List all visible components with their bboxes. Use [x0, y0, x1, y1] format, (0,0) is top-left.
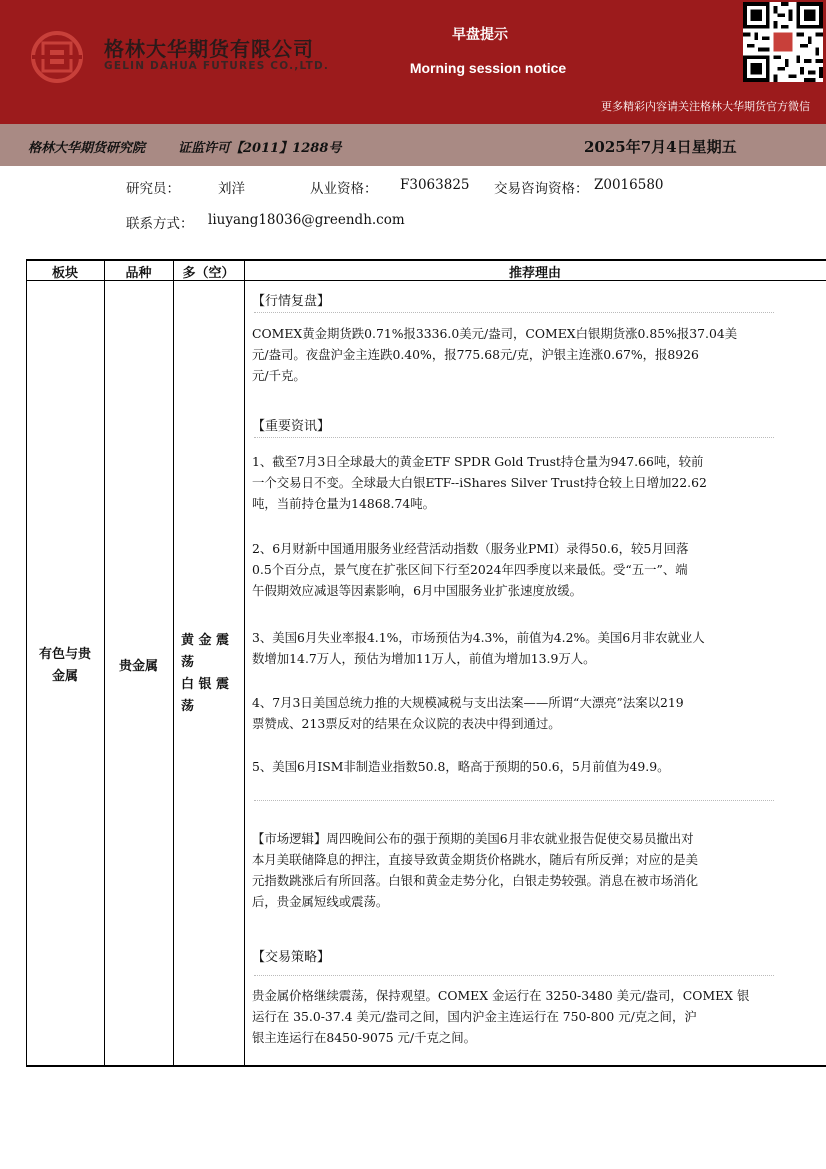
text-line: 一个交易日不变。全球最大白银ETF--iShares Silver Trust持仓较上日增加22.62: [252, 475, 707, 490]
license-number: 证监许可【2011】1288号: [178, 141, 342, 156]
paragraph-news-5: [252, 756, 775, 777]
text-line: 票赞成、213票反对的结果在众议院的表决中得到通过。: [252, 716, 561, 731]
text-line: 运行在 35.0-37.4 美元/盎司之间，国内沪金主连运行在 750-800 元/克之间，沪: [252, 1009, 697, 1024]
dotted-separator: [254, 975, 774, 976]
paragraph-news-3: [252, 627, 775, 669]
researcher-name: 刘洋: [218, 181, 245, 197]
report-title-en: Morning session notice: [409, 60, 567, 76]
company-logo-icon: [30, 30, 84, 84]
text-line: 5、美国6月ISM非制造业指数50.8，略高于预期的50.6，5月前值为49.9。: [252, 759, 670, 774]
consult-number: Z0016580: [594, 177, 664, 193]
contact-label: 联系方式：: [126, 216, 194, 232]
table-bottom-border: [26, 1065, 826, 1067]
section-title-key-news: 【重要资讯】: [252, 419, 331, 434]
wechat-qr-code-icon: [743, 2, 823, 82]
direction-cell: [173, 630, 244, 718]
text-line: 午假期效应减退等因素影响，6月中国服务业扩张速度放缓。: [252, 583, 583, 598]
section-title-trading-strategy: 【交易策略】: [252, 950, 331, 965]
header-reason: 推荐理由: [508, 266, 561, 281]
table-top-border: [26, 259, 826, 261]
header-variety: 品种: [125, 266, 152, 281]
section-title-market-review: 【行情复盘】: [252, 294, 331, 309]
dotted-separator: [254, 437, 774, 438]
direction-line: 白 银 震: [181, 677, 230, 692]
sector-line: 金属: [51, 669, 78, 684]
header-direction: 多（空）: [182, 266, 235, 281]
wechat-follow-note: 更多精彩内容请关注格林大华期货官方微信: [601, 100, 810, 113]
text-line: 3、美国6月失业率报4.1%，市场预估为4.3%，前值为4.2%。美国6月非农就业人: [252, 630, 705, 645]
text-line: 1、截至7月3日全球最大的黄金ETF SPDR Gold Trust持仓量为947.66吨，较前: [252, 454, 704, 469]
paragraph-market-logic: [252, 828, 775, 912]
contact-email[interactable]: liuyang18036@greendh.com: [208, 212, 405, 228]
dotted-separator: [254, 312, 774, 313]
sector-cell: [26, 644, 104, 688]
variety-cell: 贵金属: [118, 659, 158, 674]
report-title-cn: 早盘提示: [452, 27, 508, 43]
table-column-divider: [244, 259, 245, 1066]
text-line: 元/盎司。夜盘沪金主连跌0.40%，报775.68元/克，沪银主连涨0.67%，报8926: [252, 347, 699, 362]
text-line: 银主连运行在8450-9075 元/千克之间。: [252, 1030, 477, 1045]
text-line: 吨，当前持仓量为14868.74吨。: [252, 496, 436, 511]
researcher-label: 研究员：: [126, 181, 180, 197]
text-line: 2、6月财新中国通用服务业经营活动指数（服务业PMI）录得50.6，较5月回落: [252, 541, 689, 556]
paragraph-news-4: [252, 692, 775, 734]
dotted-separator: [254, 800, 774, 801]
text-line: 数增加14.7万人，预估为增加11万人，前值为增加13.9万人。: [252, 651, 596, 666]
report-date: 2025年7月4日星期五: [584, 138, 737, 156]
text-line: 元指数跳涨后有所回落。白银和黄金走势分化，白银走势较强。消息在被市场消化: [252, 873, 699, 888]
direction-line: 荡: [181, 699, 195, 714]
company-name-cn: 格林大华期货有限公司: [104, 37, 314, 61]
text-line: 元/千克。: [252, 368, 306, 383]
text-line: 后，贵金属短线或震荡。: [252, 894, 389, 909]
text-line: COMEX黄金期货跌0.71%报3336.0美元/盎司，COMEX白银期货涨0.85%报37.04美: [252, 326, 738, 341]
direction-line: 黄 金 震: [181, 633, 230, 648]
paragraph-news-2: [252, 538, 775, 601]
header-sector: 板块: [51, 266, 78, 281]
text-line: 本月美联储降息的押注，直接导致黄金期货价格跳水，随后有所反弹；对应的是美: [252, 852, 699, 867]
paragraph-market-review: [252, 323, 775, 386]
paragraph-trading-strategy: [252, 985, 775, 1048]
text-line: 4、7月3日美国总统力推的大规模减税与支出法案——所谓“大漂亮”法案以219: [252, 695, 684, 710]
qualification-number: F3063825: [400, 177, 470, 193]
text-line: 贵金属价格继续震荡，保持观望。COMEX 金运行在 3250-3480 美元/盎司，COMEX 银: [252, 988, 750, 1003]
direction-line: 荡: [181, 655, 195, 670]
institute-name: 格林大华期货研究院: [28, 141, 146, 156]
qualification-label: 从业资格：: [310, 181, 378, 197]
company-name-en: GELIN DAHUA FUTURES CO.,LTD.: [104, 60, 330, 72]
sector-line: 有色与贵: [38, 647, 91, 662]
text-line: 【市场逻辑】周四晚间公布的强于预期的美国6月非农就业报告促使交易员撤出对: [252, 831, 694, 846]
text-line: 0.5个百分点，景气度在扩张区间下行至2024年四季度以来最低。受“五一”、端: [252, 562, 688, 577]
consult-label: 交易咨询资格：: [494, 181, 589, 197]
paragraph-news-1: [252, 451, 775, 514]
